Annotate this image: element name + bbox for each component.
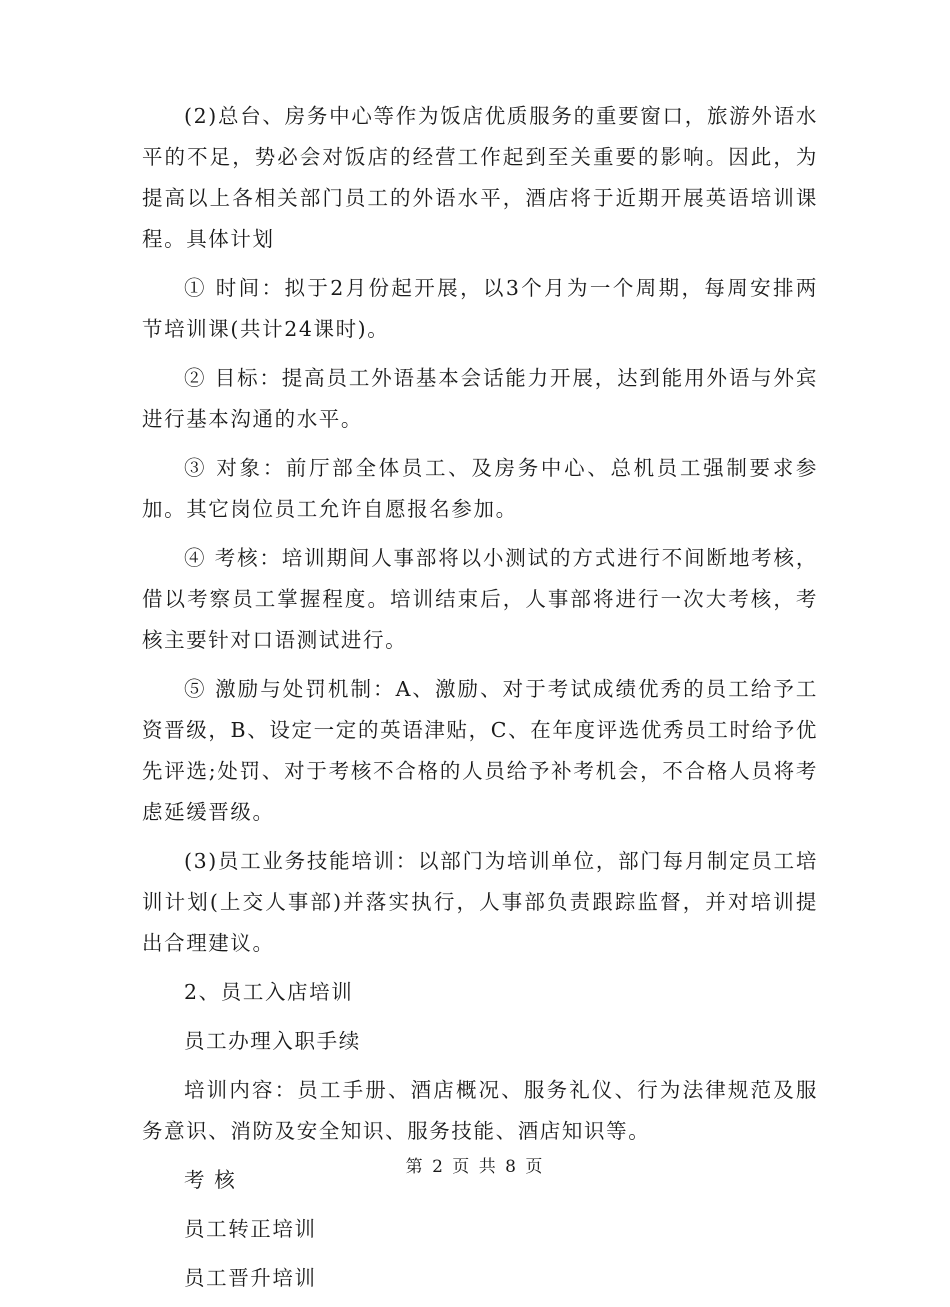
paragraph-confirmation-training: 员工转正培训 [184,1217,317,1241]
paragraph-assessment: 考 核 [184,1168,237,1192]
page-number-footer: 第 2 页 共 8 页 [405,1157,545,1177]
section-heading-onboarding: 2、员工入店培训 [184,980,354,1004]
paragraph-training-content: 培训内容：员工手册、酒店概况、服务礼仪、行为法律规范及服务意识、消防及安全知识、服务技能、酒店知识等。 [142,1078,818,1143]
paragraph-skills-training: (3)员工业务技能培训：以部门为培训单位，部门每月制定员工培训计划(上交人事部)并落实执行，人事部负责跟踪监督，并对培训提出合理建议。 [142,849,818,955]
paragraph-plan-goal: ② 目标：提高员工外语基本会话能力开展，达到能用外语与外宾进行基本沟通的水平。 [142,366,818,431]
paragraph-plan-audience: ③ 对象：前厅部全体员工、及房务中心、总机员工强制要求参加。其它岗位员工允许自愿报名参加。 [142,456,818,521]
paragraph-plan-incentives: ⑤ 激励与处罚机制：A、激励、对于考试成绩优秀的员工给予工资晋级，B、设定一定的英语津贴，C、在年度评选优秀员工时给予优先评选;处罚、对于考核不合格的人员给予补考机会，不合格人员将考虑延缓晋级。 [142,677,818,824]
paragraph-front-desk-english: (2)总台、房务中心等作为饭店优质服务的重要窗口，旅游外语水平的不足，势必会对饭店的经营工作起到至关重要的影响。因此，为提高以上各相关部门员工的外语水平，酒店将于近期开展英语培训课程。具体计划 [142,104,818,251]
paragraph-plan-time: ① 时间：拟于2月份起开展，以3个月为一个周期，每周安排两节培训课(共计24课时)。 [142,276,818,341]
paragraph-plan-assessment: ④ 考核：培训期间人事部将以小测试的方式进行不间断地考核，借以考察员工掌握程度。培训结束后，人事部将进行一次大考核，考核主要针对口语测试进行。 [142,546,818,652]
paragraph-promotion-training: 员工晋升培训 [184,1266,317,1290]
paragraph-onboarding-procedures: 员工办理入职手续 [184,1029,361,1053]
document-body [142,96,818,1307]
